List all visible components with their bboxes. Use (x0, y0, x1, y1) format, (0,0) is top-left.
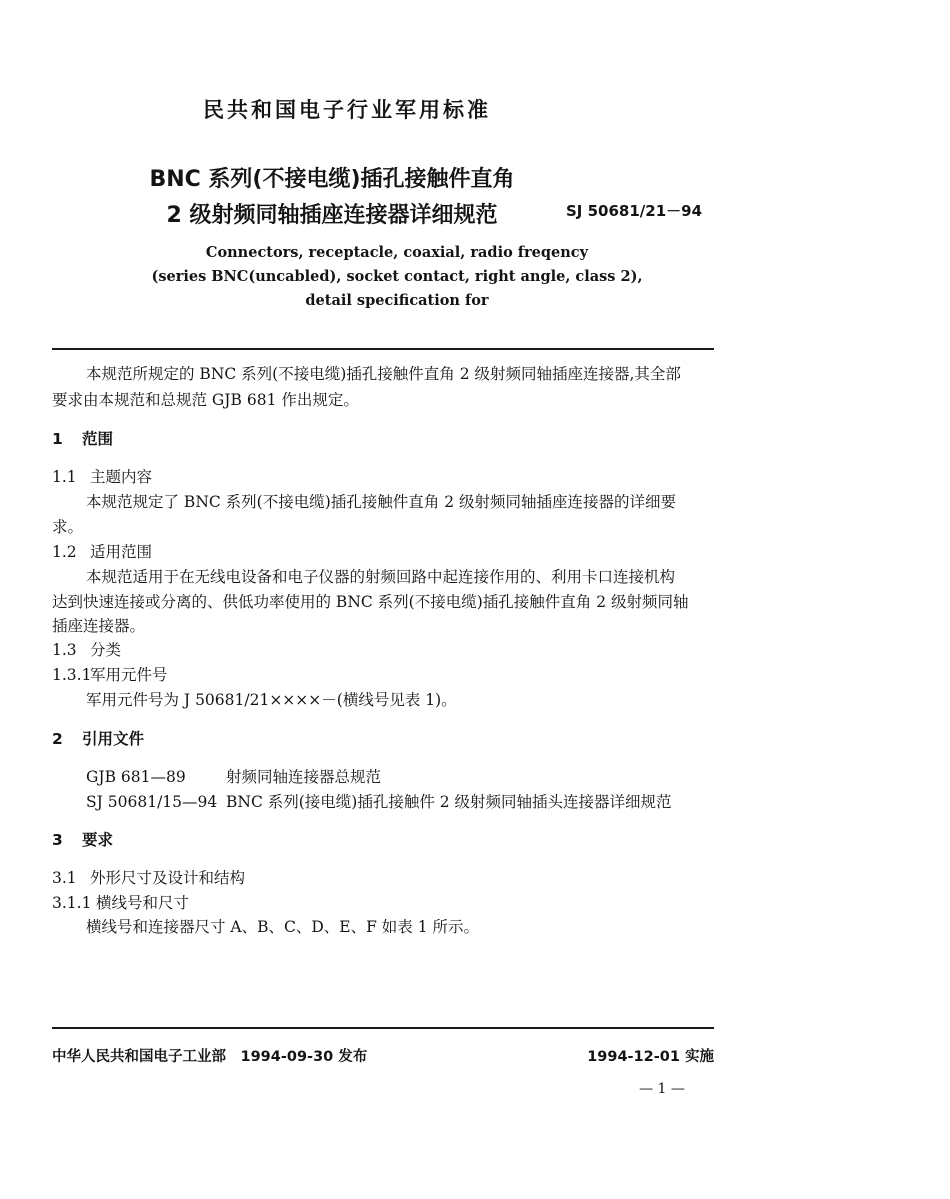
section-1-heading (52, 427, 113, 449)
reference-row (86, 765, 381, 787)
section-1-2-heading (52, 540, 152, 562)
section-title: 分类 (90, 641, 122, 659)
section-1-3-heading (52, 638, 121, 660)
reference-title: 射频同轴连接器总规范 (226, 768, 382, 786)
section-number: 1.3 (52, 641, 77, 659)
section-title: 横线号和尺寸 (96, 894, 190, 912)
section-2-heading (52, 727, 144, 749)
section-1-1-heading (52, 465, 152, 487)
intro-line2: 要求由本规范和总规范 GJB 681 作出规定。 (52, 391, 359, 409)
doc-title-line2: 2 级射频同轴插座连接器详细规范 (166, 203, 498, 228)
s12-line2: 达到快速连接或分离的、供低功率使用的 BNC 系列(不接电缆)插孔接触件直角 2 级射频同轴 (52, 593, 689, 611)
reference-row (86, 790, 672, 812)
english-title-line1: Connectors, receptacle, coaxial, radio freqency (205, 244, 589, 261)
s12-line3: 插座连接器。 (52, 617, 146, 635)
page-number: — 1 — (639, 1081, 685, 1097)
section-1-3-1-heading (52, 663, 168, 685)
section-number: 3.1.1 (52, 894, 92, 912)
section-title: 适用范围 (90, 543, 153, 561)
section-number: 2 (52, 730, 63, 748)
section-number: 3.1 (52, 869, 77, 887)
section-title: 要求 (82, 831, 114, 849)
section-number: 3 (52, 831, 63, 849)
section-number: 1.3.1 (52, 666, 92, 684)
issuing-standard-heading: 民共和国电子行业军用标准 (203, 98, 491, 122)
section-number: 1.2 (52, 543, 77, 561)
doc-title-line1: BNC 系列(不接电缆)插孔接触件直角 (149, 167, 515, 192)
issuer-release: 中华人民共和国电子工业部 1994-09-30 发布 (52, 1049, 368, 1065)
header-rule (52, 348, 714, 350)
standard-code: SJ 50681/21－94 (566, 202, 703, 220)
effective-date: 1994-12-01 实施 (587, 1049, 714, 1065)
section-3-1-1-heading (52, 891, 189, 913)
reference-title: BNC 系列(接电缆)插孔接触件 2 级射频同轴插头连接器详细规范 (226, 793, 672, 811)
section-title: 引用文件 (82, 730, 145, 748)
section-number: 1.1 (52, 468, 77, 486)
s131-line1: 军用元件号为 J 50681/21××××－(横线号见表 1)。 (86, 691, 457, 709)
section-title: 外形尺寸及设计和结构 (90, 869, 246, 887)
s12-line1: 本规范适用于在无线电设备和电子仪器的射频回路中起连接作用的、利用卡口连接机构 (86, 568, 676, 586)
intro-line1: 本规范所规定的 BNC 系列(不接电缆)插孔接触件直角 2 级射频同轴插座连接器,其全部 (86, 365, 681, 383)
reference-code: GJB 681—89 (86, 768, 186, 786)
section-3-heading (52, 828, 113, 850)
reference-code: SJ 50681/15—94 (86, 793, 218, 811)
section-title: 军用元件号 (90, 666, 168, 684)
section-title: 主题内容 (90, 468, 153, 486)
footer-rule (52, 1027, 714, 1029)
section-title: 范围 (82, 430, 114, 448)
s11-line2: 求。 (52, 518, 84, 536)
english-title-line3: detail specification for (305, 292, 489, 309)
section-3-1-heading (52, 866, 245, 888)
section-number: 1 (52, 430, 63, 448)
s11-line1: 本规范规定了 BNC 系列(不接电缆)插孔接触件直角 2 级射频同轴插座连接器的详细要 (86, 493, 676, 511)
s311-line1: 横线号和连接器尺寸 A、B、C、D、E、F 如表 1 所示。 (86, 918, 480, 936)
english-title-line2: (series BNC(uncabled), socket contact, right angle, class 2), (151, 268, 643, 285)
